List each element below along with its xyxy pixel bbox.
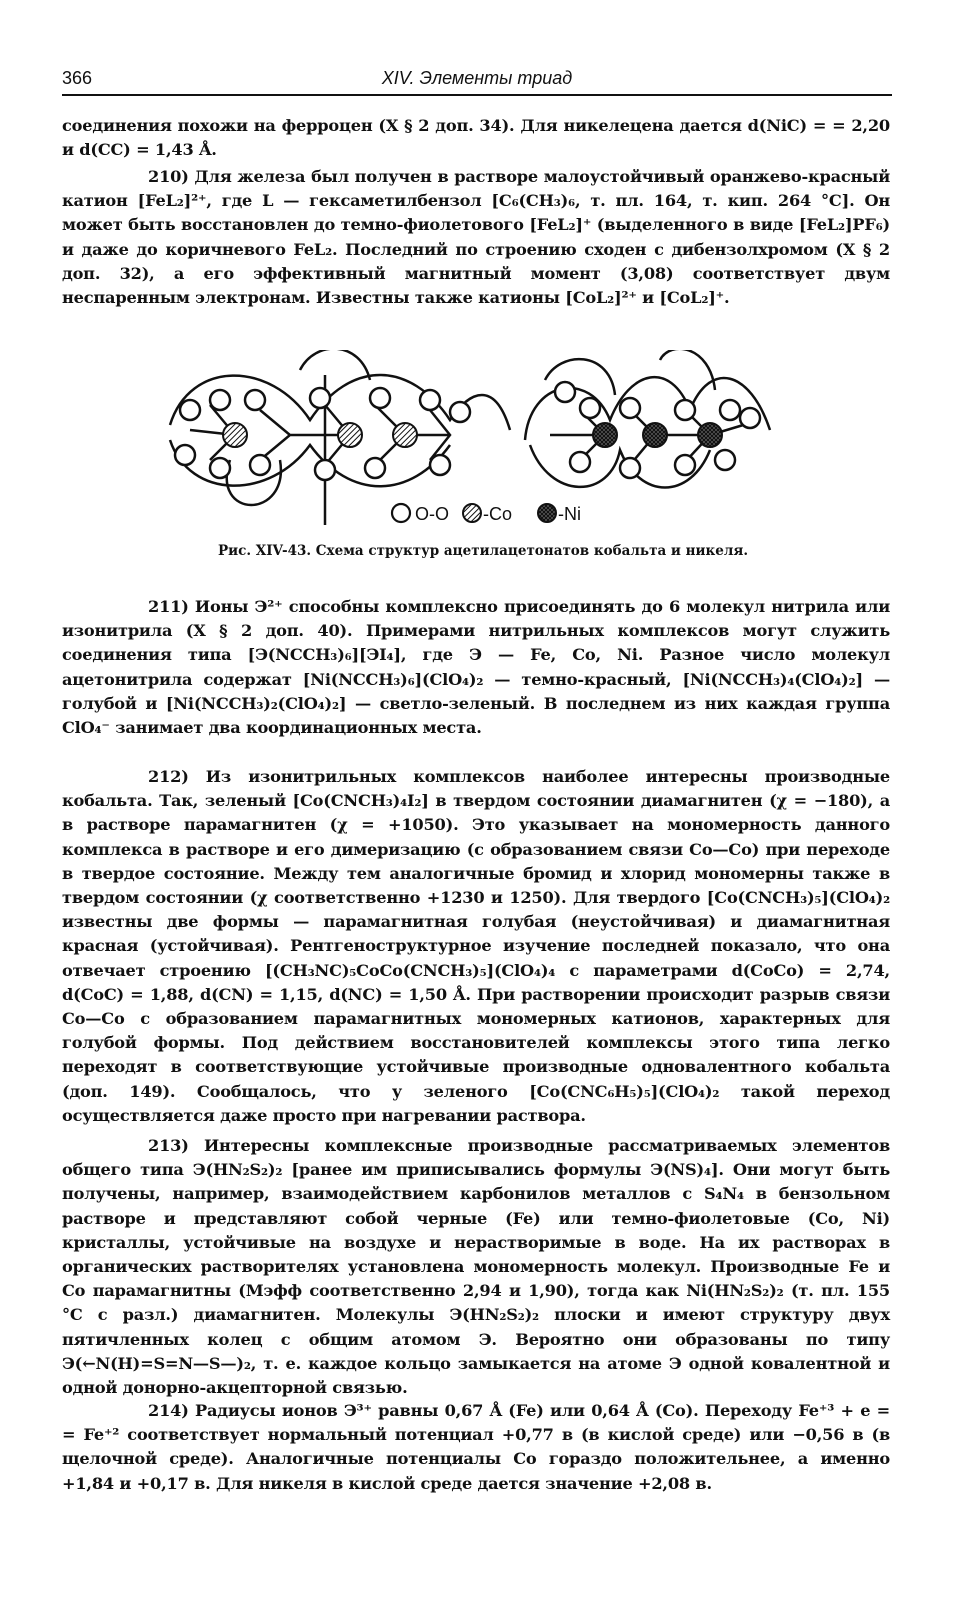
paragraph-continued: соединения похожи на ферроцен (X § 2 доп. 34). Для никелецена дается d(NiC) = = 2,20 и d(CC) = 1,43 Å. <box>62 116 890 160</box>
figure-structures <box>150 350 790 538</box>
legend-nickel-label: -Ni <box>558 504 581 524</box>
paragraph-214: 214) Радиусы ионов Э³⁺ равны 0,67 Å (Fe) или 0,64 Å (Co). Переходу Fe⁺³ + e = = Fe⁺² соответствует нормальный потенциал +0,77 в (в кислой среде) или −0,56 в (в щелочной среде). Аналогичные потенциалы Co гораздо положительнее, а именно +1,84 и +0,17 в. Для никеля в кислой среде дается значение +2,08 в. <box>62 1401 890 1493</box>
structure-diagram <box>150 350 790 538</box>
cobalt-legend-symbol <box>463 504 481 522</box>
running-title: XIV. Элементы триад <box>381 68 573 88</box>
paragraph-210: 210) Для железа был получен в растворе малоустойчивый оранжево-красный катион [FeL₂]²⁺, где L — гексаметилбензол [C₆(CH₃)₆, т. пл. 164, т. кип. 264 °C]. Он может быть восстановлен до темно-фиолетового [FeL₂]⁺ (выделенного в виде [FeL₂]PF₆) и даже до коричневого FeL₂. Последний по строению сходен с дибензолхромом (X § 2 доп. 32), а его эффективный магнитный момент (3,08) соответствует двум неспаренным электронам. Известны также катионы [CoL₂]²⁺ и [CoL₂]⁺. <box>62 167 890 308</box>
figure-legend <box>392 504 581 524</box>
page-number: 366 <box>62 68 93 88</box>
page-header <box>62 68 892 96</box>
figure-caption: Рис. XIV-43. Схема структур ацетилацетонатов кобальта и никеля. <box>217 543 749 559</box>
paragraph-212: 212) Из изонитрильных комплексов наиболее интересны производные кобальта. Так, зеленый [Co(CNCH₃)₄I₂] в твердом состоянии диамагнитен (χ = −180), а в растворе парамагнитен (χ = +1050). Это указывает на мономерность данного комплекса в растворе и его димеризацию (с образованием связи Co—Co) при переходе в твердое состояние. Между тем аналогичные бромид и хлорид мономерны также в твердом состоянии (χ соответственно +1230 и 1250). Для твердого [Co(CNCH₃)₅](ClO₄)₂ известны две формы — парамагнитная голубая (неустойчивая) и диамагнитная красная (устойчивая). Рентгеноструктурное изучение последней показало, что она отвечает строению [(CH₃NC)₅CoCo(CNCH₃)₅](ClO₄)₄ с параметрами d(CoCo) = 2,74, d(CoC) = 1,88, d(CN) = 1,15, d(NC) = 1,50 Å. При растворении происходит разрыв связи Co—Co с образованием парамагнитных мономерных катионов, характерных для голубой формы. Под действием восстановителей комплексы этого типа легко переходят в соответствующие устойчивые производные одновалентного кобальта (доп. 149). Сообщалось, что у зеленого [Co(CNC₆H₅)₅](ClO₄)₂ такой переход осуществляется даже просто при нагревании раствора. <box>62 767 890 1125</box>
paragraph-213: 213) Интересны комплексные производные рассматриваемых элементов общего типа Э(HN₂S₂)₂ [ранее им приписывались формулы Э(NS)₄]. Они могут быть получены, например, взаимодействием карбонилов металлов с S₄N₄ в бензольном растворе и представляют собой черные (Fe) или темно-фиолетовые (Co, Ni) кристаллы, устойчивые на воздухе и нерастворимые в воде. На их растворах в органических растворителях установлена мономерность молекул. Производные Fe и Co парамагнитны (Mэфф соответственно 2,94 и 1,90), тогда как Ni(HN₂S₂)₂ (т. пл. 155 °C с разл.) диамагнитен. Молекулы Э(HN₂S₂)₂ плоски и имеют структуру двух пятичленных колец с общим атомом Э. Вероятно они образованы по типу Э(←N(H)=S=N—S—)₂, т. е. каждое кольцо замыкается на атоме Э одной ковалентной и одной донорно-акцепторной связью. <box>62 1136 890 1398</box>
legend-oxygen-label: O-O <box>415 504 449 524</box>
nickel-legend-symbol <box>538 504 556 522</box>
oxygen-legend-symbol <box>392 504 410 522</box>
paragraph-211: 211) Ионы Э²⁺ способны комплексно присоединять до 6 молекул нитрила или изонитрила (X § 2 доп. 40). Примерами нитрильных комплексов могут служить соединения типа [Э(NCCH₃)₆][ЭI₄], где Э — Fe, Co, Ni. Разное число молекул ацетонитрила содержат [Ni(NCCH₃)₆](ClO₄)₂ — темно-красный, [Ni(NCCH₃)₄(ClO₄)₂] — голубой и [Ni(NCCH₃)₂(ClO₄)₂] — светло-зеленый. В последнем из них каждая группа ClO₄⁻ занимает два координационных места. <box>62 597 890 738</box>
legend-cobalt-label: -Co <box>483 504 513 524</box>
right-nickel-atoms <box>593 423 722 447</box>
